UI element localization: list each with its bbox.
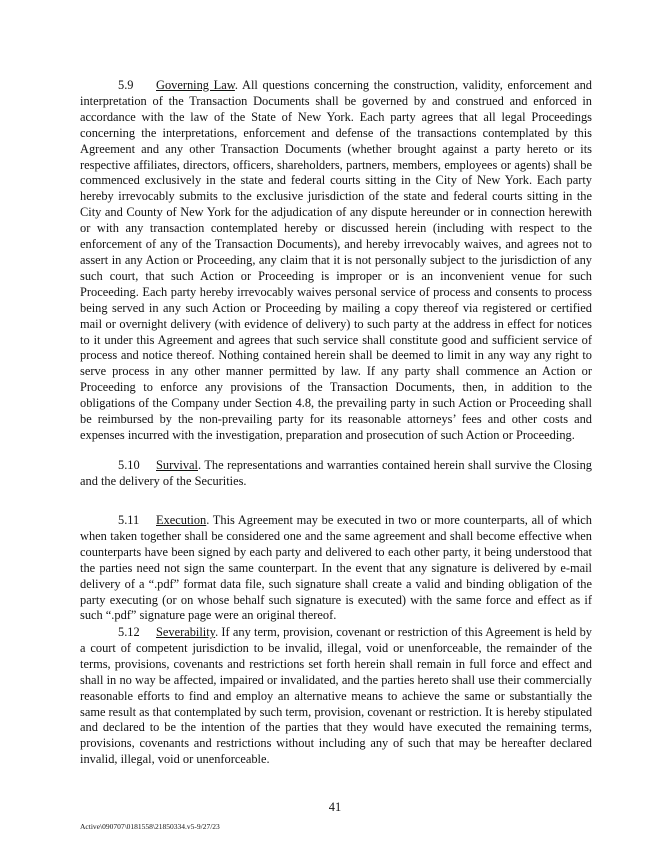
document-id: Active\090707\0181558\21850334.v5-9/27/23 bbox=[80, 822, 220, 831]
section-number: 5.10 bbox=[118, 458, 140, 472]
section-heading: Execution bbox=[156, 513, 207, 527]
section-body: . This Agreement may be executed in two or more counterparts, all of which when taken together shall be considered one and the same agreement and shall become effective when counterparts have been signed by each party and delivered to each other party, it being understood that the parties need not sign the same counterpart. In the event that any signature is delivered by e-mail delivery of a “.pdf” format data file, such signature shall create a valid and binding obligation of the party executing (or on whose behalf such signature is executed) with the same force and effect as if such “.pdf” signature page were an original thereof. bbox=[80, 513, 592, 623]
section-number: 5.11 bbox=[118, 513, 140, 527]
section-heading: Severability bbox=[156, 625, 216, 639]
section-heading: Governing Law bbox=[156, 78, 235, 92]
section-5-10 bbox=[80, 458, 592, 490]
section-5-12 bbox=[80, 625, 592, 768]
page-number: 41 bbox=[328, 800, 342, 814]
section-number: 5.9 bbox=[118, 78, 134, 92]
section-5-11 bbox=[80, 513, 592, 624]
section-body: . The representations and warranties contained herein shall survive the Closing and the delivery of the Securities. bbox=[80, 458, 592, 488]
section-body: . All questions concerning the construction, validity, enforcement and interpretation of the Transaction Documents shall be governed by and construed and enforced in accordance with the law of the State of New York. Each party agrees that all legal Proceedings concerning the interpretations, enforcement and defense of the transactions contemplated by this Agreement and any other Transaction Documents (whether brought against a party hereto or its respective affiliates, directors, officers, shareholders, partners, members, employees or agents) shall be commenced exclusively in the state and federal courts sitting in the City of New York. Each party hereby irrevocably submits to the exclusive jurisdiction of the state and federal courts sitting in the City and County of New York for the adjudication of any dispute hereunder or in connection herewith or with any transaction contemplated hereby or discussed herein (including with respect to the enforcement of any of the Transaction Documents), and hereby irrevocably waives, and agrees not to assert in any Action or Proceeding, any claim that it is not personally subject to the jurisdiction of any such court, that such Action or Proceeding is improper or is an inconvenient venue for such Proceeding. Each party hereby irrevocably waives personal service of process and consents to process being served in any such Action or Proceeding by mailing a copy thereof via registered or certified mail or overnight delivery (with evidence of delivery) to such party at the address in effect for notices to it under this Agreement and agrees that such service shall constitute good and sufficient service of process and notice thereof. Nothing contained herein shall be deemed to limit in any way any right to serve process in any other manner permitted by law. If any party shall commence an Action or Proceeding to enforce any provisions of the Transaction Documents, then, in addition to the obligations of the Company under Section 4.8, the prevailing party in such Action or Proceeding shall be reimbursed by the non-prevailing party for its reasonable attorneys’ fees and other costs and expenses incurred with the investigation, preparation and prosecution of such Action or Proceeding. bbox=[80, 78, 592, 442]
section-number: 5.12 bbox=[118, 625, 140, 639]
section-5-9 bbox=[80, 78, 592, 444]
section-body: . If any term, provision, covenant or restriction of this Agreement is held by a court of competent jurisdiction to be invalid, illegal, void or unenforceable, the remainder of the terms, provisions, covenants and restrictions set forth herein shall remain in full force and effect and shall in no way be affected, impaired or invalidated, and the parties hereto shall use their commercially reasonable efforts to find and employ an alternative means to achieve the same or substantially the same result as that contemplated by such term, provision, covenant or restriction. It is hereby stipulated and declared to be the intention of the parties that they would have executed the remaining terms, provisions, covenants and restrictions without including any of such that may be hereafter declared invalid, illegal, void or unenforceable. bbox=[80, 625, 593, 767]
section-heading: Survival bbox=[156, 458, 198, 472]
